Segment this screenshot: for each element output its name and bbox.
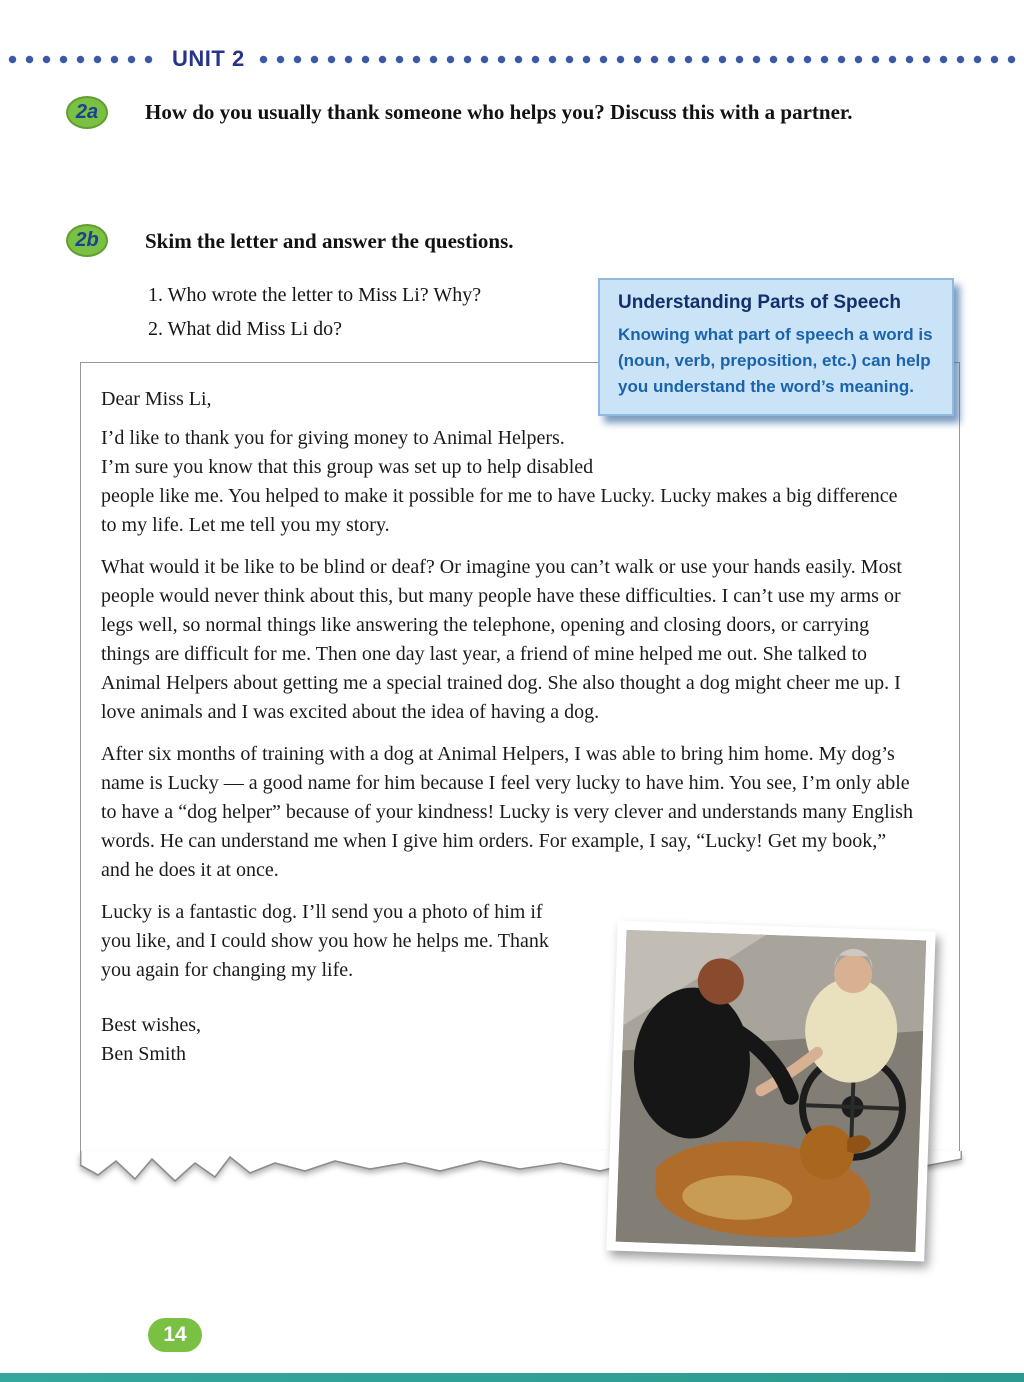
question-list [148,278,608,346]
letter-signature: Ben Smith [101,1043,187,1065]
letter-salutation: Dear Miss Li, [101,388,212,410]
dotted-rule-right [259,55,1024,64]
letter-paragraph-3: After six months of training with a dog at Animal Helpers, I was able to bring him home. My dog’s name is Lucky — a good name for him because I feel very lucky to have him. You see, I’m only able to have a “dog helper” because of your kindness! Lucky is very clever and understands many English words. He can understand me when I give him orders. For example, I say, “Lucky! Get my book,” and he does it at once. [101,743,913,881]
photo-illustration [616,930,927,1252]
unit-label: UNIT 2 [172,46,245,71]
letter-paragraph-4: Lucky is a fantastic dog. I’ll send you a photo of him if you like, and I could show you how he helps me. Thank you again for changing my life. [101,901,549,981]
task-instruction-2a: How do you usually thank someone who helps you? Discuss this with a partner. [145,100,853,124]
letter-paragraph-1: I’d like to thank you for giving money to Animal Helpers. I’m sure you know that this group was set up to help disabled people like me. You helped to make it possible for me to have Lucky. Lucky makes a big difference to my life. Let me tell you my story. [101,427,898,536]
page-number-badge: 14 [148,1318,202,1352]
letter-closing: Best wishes, [101,1014,201,1036]
task-badge-2b: 2b [66,224,108,257]
callout-body: Knowing what part of speech a word is (noun, verb, preposition, etc.) can help you understand the word’s meaning. [618,325,933,396]
letter-paragraph-2: What would it be like to be blind or deaf? Or imagine you can’t walk or use your hands easily. Most people would never think about this, but many people have these difficulties. I can’t use my arms or legs well, so normal things like answering the telephone, opening and closing doors, or carrying things are difficult for me. Then one day last year, a friend of mine helped me out. She talked to Animal Helpers about getting me a special trained dog. She also thought a dog might cheer me up. I love animals and I was excited about the idea of having a dog. [101,556,902,723]
task-badge-2a: 2a [66,96,108,129]
dotted-rule-left [8,55,158,64]
parts-of-speech-callout [598,278,954,416]
unit-header [0,48,1024,70]
letter-photo [606,921,935,1262]
question-item-2: 2. What did Miss Li do? [148,318,343,340]
task-instruction-2b: Skim the letter and answer the questions. [145,229,514,253]
question-item-1: 1. Who wrote the letter to Miss Li? Why? [148,284,482,306]
page-bottom-strip [0,1373,1024,1382]
callout-title: Understanding Parts of Speech [618,292,901,313]
